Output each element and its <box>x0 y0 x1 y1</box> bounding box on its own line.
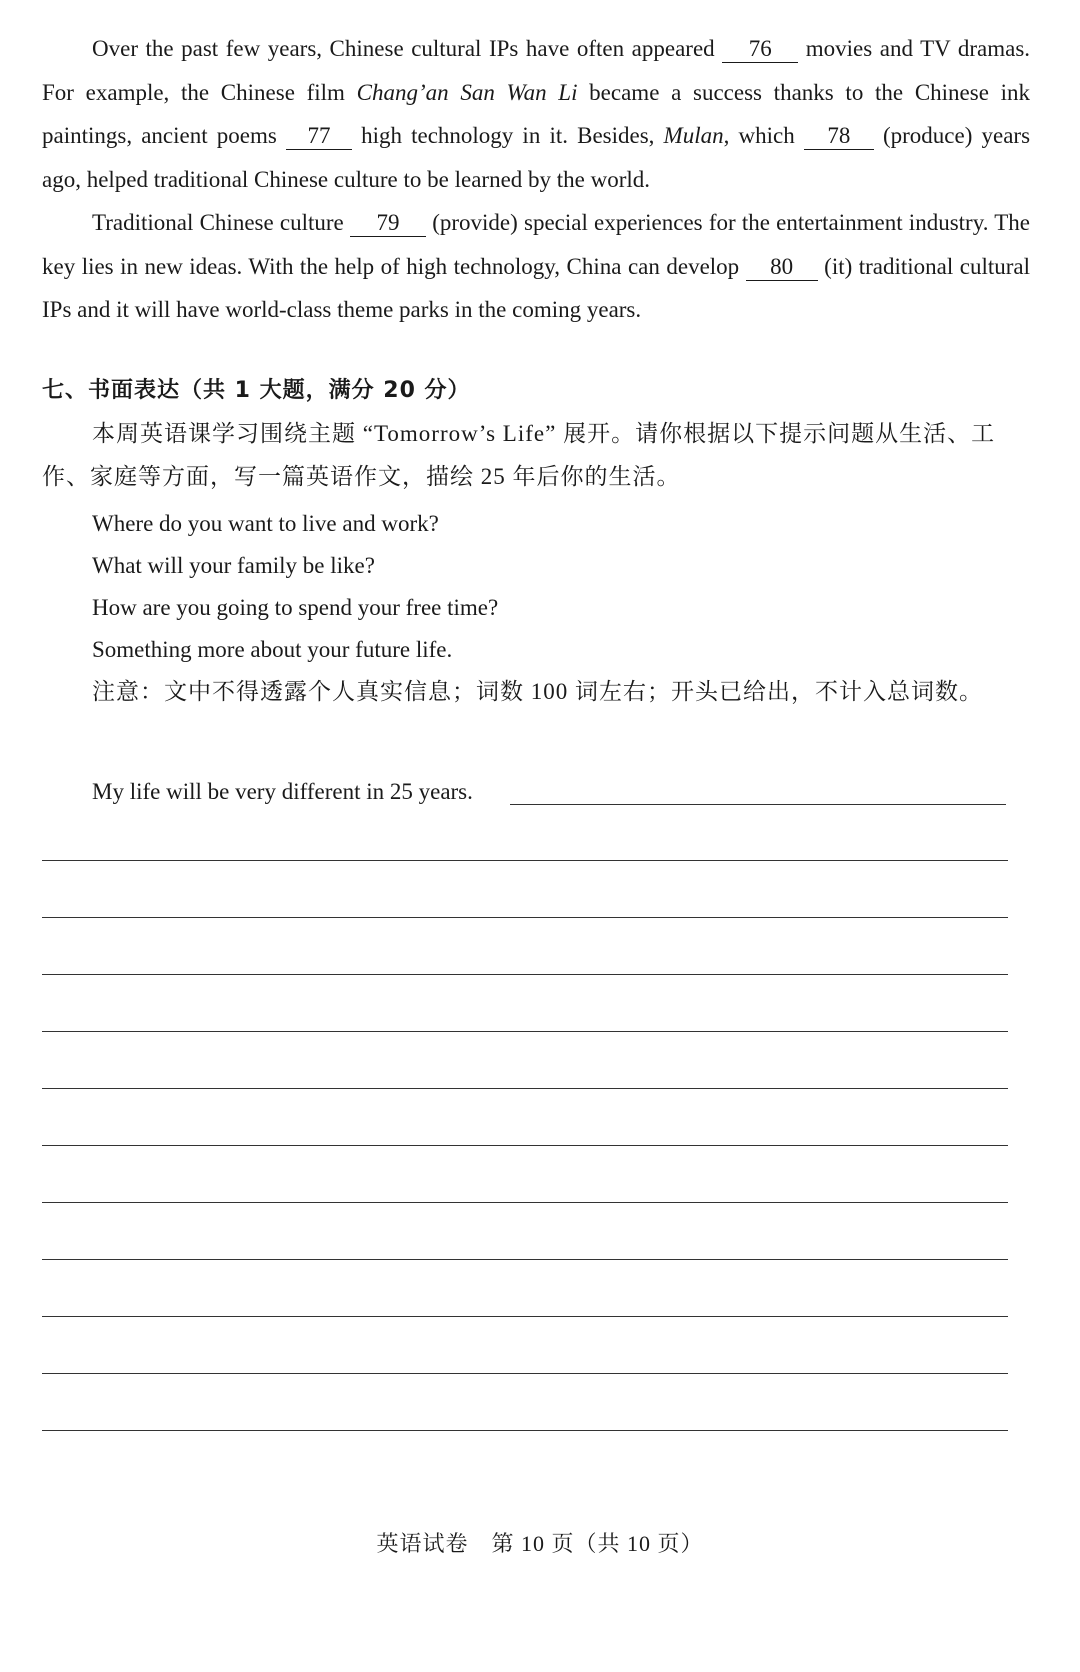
answer-line[interactable] <box>42 1031 1008 1032</box>
film-title-mulan: Mulan <box>663 123 724 148</box>
blank-78: 78 <box>804 123 874 150</box>
passage-paragraph-1 <box>42 27 1030 201</box>
answer-line[interactable] <box>42 1088 1008 1089</box>
prompt-question-2: What will your family be like? <box>92 553 375 578</box>
passage-text: became a success thanks to the Chinese ink paintings, ancient poems <box>42 79 1031 148</box>
passage-text: (it) traditional cultural IPs and it will have world-class theme parks in the coming years. <box>42 253 1030 322</box>
answer-line[interactable] <box>42 1145 1008 1146</box>
passage-text: (produce) years ago, helped traditional Chinese culture to be learned by the world. <box>42 123 1031 192</box>
prompt-question-3: How are you going to spend your free time? <box>92 595 499 620</box>
blank-80: 80 <box>746 254 818 281</box>
passage-text: Traditional Chinese culture <box>92 210 344 235</box>
answer-line[interactable] <box>42 860 1008 861</box>
section-title: 七、书面表达（共 1 大题，满分 20 分） <box>42 378 471 403</box>
blank-79: 79 <box>350 210 426 237</box>
passage-paragraph-2 <box>42 201 1030 332</box>
page-footer: 英语试卷 第 10 页（共 10 页） <box>376 1531 704 1556</box>
prompt-question-4: Something more about your future life. <box>92 637 453 662</box>
answer-line[interactable] <box>42 1373 1008 1374</box>
opening-sentence: My life will be very different in 25 years. <box>92 779 473 804</box>
instruction-text: 本周英语课学习围绕主题 “Tomorrow’s Life” 展开。请你根据以下提示问题从生活、工作、家庭等方面，写一篇英语作文，描绘 25 年后你的生活。 <box>42 421 996 489</box>
prompt-question-1: Where do you want to live and work? <box>92 511 439 536</box>
writing-instruction <box>42 412 1030 498</box>
passage-text: , which <box>723 123 795 148</box>
blank-76: 76 <box>722 36 798 63</box>
passage-text: (provide) special experiences for the entertainment industry. The key lies in new ideas. With the help of high technology, China can develop <box>42 210 1031 279</box>
blank-77: 77 <box>286 123 352 150</box>
answer-line[interactable] <box>42 974 1008 975</box>
film-title: Chang’an San Wan Li <box>356 79 578 105</box>
answer-line[interactable] <box>42 1430 1008 1431</box>
answer-line[interactable] <box>42 1202 1008 1203</box>
answer-line-first[interactable] <box>510 804 1006 805</box>
passage-text: movies and TV dramas. For example, the Chinese film <box>42 36 1031 105</box>
answer-line[interactable] <box>42 917 1008 918</box>
passage-text: high technology in it. Besides, <box>361 123 655 148</box>
writing-note: 注意：文中不得透露个人真实信息；词数 100 词左右；开头已给出，不计入总词数。 <box>92 679 983 704</box>
answer-line[interactable] <box>42 1316 1008 1317</box>
passage-text: Over the past few years, Chinese cultural IPs have often appeared <box>92 36 715 61</box>
answer-line[interactable] <box>42 1259 1008 1260</box>
